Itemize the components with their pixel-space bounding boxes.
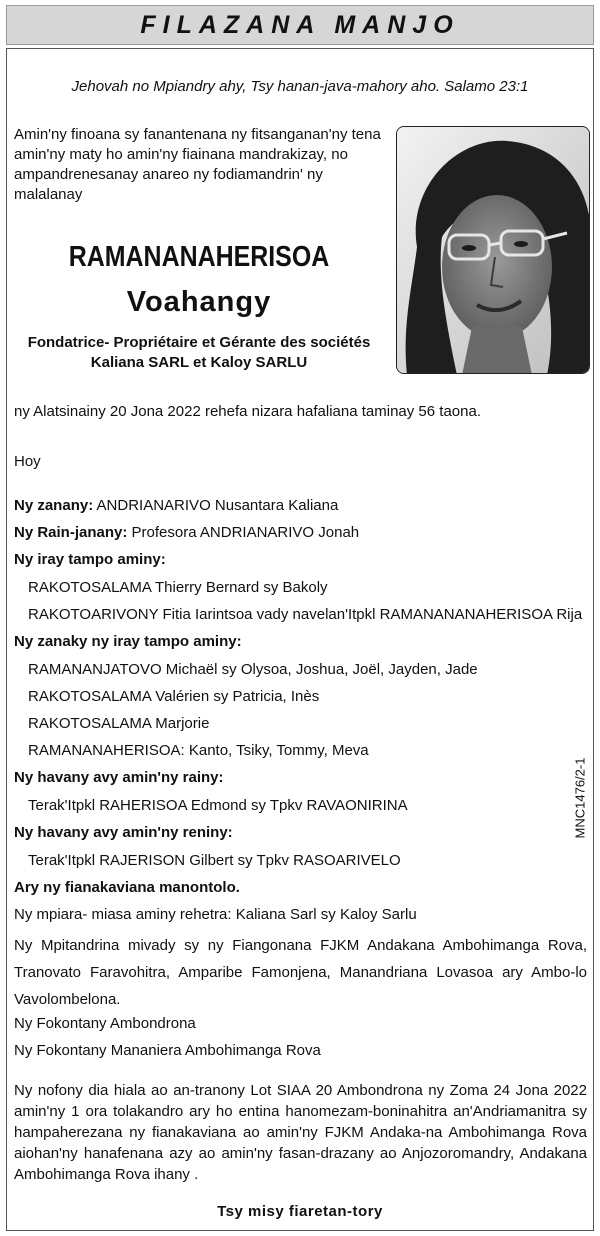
funeral-paragraph: Ny nofony dia hiala ao an-tranony Lot SIAA 20 Ambondrona ny Zoma 24 Jona 2022 amin'ny 1 ora tolakandro ary ho entina hanomezam-boninahitra an'Andriamanitra sy hampaherezana ny fianakaviana ao amin'ny FJKM Andaka-na Ambohimanga Rova aiohan'ny hanafenana azy ao amin'ny fasan-drazany ao Anjozoromandry, Andakana Ambohimanga Rova ihany . — [14, 1082, 587, 1183]
hoy-label: Hoy — [14, 453, 41, 470]
nephew-item: RAMANANAHERISOA: Kanto, Tsiky, Tommy, Meva — [28, 742, 369, 759]
spouse-value: ANDRIANARIVO Nusantara Kaliana — [96, 497, 339, 514]
maternal-label: Ny havany avy amin'ny reniny: — [14, 824, 233, 841]
deceased-role — [14, 333, 384, 373]
nephew-item: RAKOTOSALAMA Valérien sy Patricia, Inès — [28, 688, 320, 705]
role-line-1: Fondatrice- Propriétaire et Gérante des sociétés — [27, 334, 371, 351]
spouse-label: Ny zanany: — [14, 497, 94, 514]
paternal-label: Ny havany avy amin'ny rainy: — [14, 769, 224, 786]
spouse-line — [14, 496, 338, 515]
colleagues-line: Ny mpiara- miasa aminy rehetra: Kaliana Sarl sy Kaloy Sarlu — [14, 906, 417, 923]
closing-line: Tsy misy fiaretan-tory — [217, 1203, 383, 1220]
role-line-2: Kaliana SARL et Kaloy SARLU — [90, 354, 308, 371]
father-in-law-value: Profesora ANDRIANARIVO Jonah — [131, 524, 360, 541]
reference-code: MNC1476/2-1 — [572, 757, 588, 839]
notice-title: FILAZANA MANJO — [140, 10, 460, 39]
paternal-relatives: Terak'Itpkl RAHERISOA Edmond sy Tpkv RAVAONIRINA — [28, 797, 408, 814]
sibling-item: RAKOTOSALAMA Thierry Bernard sy Bakoly — [28, 579, 328, 596]
maternal-relatives: Terak'Itpkl RAJERISON Gilbert sy Tpkv RASOARIVELO — [28, 852, 401, 869]
deceased-surname: RAMANANAHERISOA — [68, 241, 330, 273]
church-paragraph: Ny Mpitandrina mivady sy ny Fiangonana FJKM Andakana Ambohimanga Rova, Tranovato Faravohitra, Amparibe Famonjena, Manandriana Lovasoa ary Ambo-lo Vavolombelona. — [14, 937, 587, 1008]
fokontany-line-2: Ny Fokontany Mananiera Ambohimanga Rova — [14, 1042, 321, 1059]
bible-verse: Jehovah no Mpiandry ahy, Tsy hanan-java-mahory aho. Salamo 23:1 — [71, 78, 529, 95]
nephews-label: Ny zanaky ny iray tampo aminy: — [14, 633, 242, 650]
deceased-first-name: Voahangy — [126, 286, 272, 318]
sibling-item: RAKOTOARIVONY Fitia Iarintsoa vady navelan'Itpkl RAMANANANAHERISOA Rija — [28, 606, 583, 623]
deceased-portrait — [396, 126, 590, 374]
siblings-label: Ny iray tampo aminy: — [14, 551, 166, 568]
father-in-law-line — [14, 523, 359, 542]
notice-header — [6, 5, 594, 45]
portrait-image — [397, 127, 590, 374]
fokontany-line-1: Ny Fokontany Ambondrona — [14, 1015, 196, 1032]
nephew-item: RAKOTOSALAMA Marjorie — [28, 715, 210, 732]
intro-paragraph: Amin'ny finoana sy fanantenana ny fitsanganan'ny tena amin'ny maty ho amin'ny fiainana mandrakizay, no ampandrenesanay anareo ny fodiamandrin' ny malalanay — [14, 126, 381, 203]
father-in-law-label: Ny Rain-janany: — [14, 524, 128, 541]
all-family-line: Ary ny fianakaviana manontolo. — [14, 879, 240, 896]
nephew-item: RAMANANJATOVO Michaël sy Olysoa, Joshua, Joël, Jayden, Jade — [28, 661, 478, 678]
death-announcement: ny Alatsinainy 20 Jona 2022 rehefa nizara hafaliana taminay 56 taona. — [14, 403, 481, 420]
